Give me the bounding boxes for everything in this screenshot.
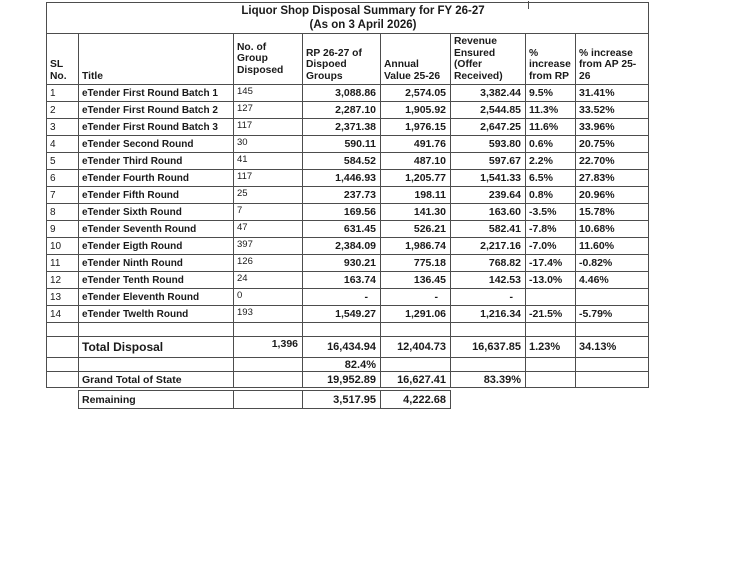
cell-pct-increase-ap: -5.79% — [576, 306, 649, 323]
cell-title: eTender First Round Batch 3 — [79, 119, 234, 136]
cell-rp-26-27: 2,287.10 — [303, 102, 381, 119]
blank-cell — [576, 372, 649, 388]
cell-pct-increase-rp: 11.3% — [526, 102, 576, 119]
table-row — [47, 85, 649, 102]
cell-pct-increase-ap: 20.75% — [576, 136, 649, 153]
cell-pct-increase-rp: 11.6% — [526, 119, 576, 136]
remaining-rp: 3,517.95 — [303, 391, 381, 409]
cell-title: eTender Fifth Round — [79, 187, 234, 204]
table-row — [47, 306, 649, 323]
cell-revenue-ensured: 2,217.16 — [451, 238, 526, 255]
table-row — [47, 170, 649, 187]
cell-title: eTender Seventh Round — [79, 221, 234, 238]
cell-rp-26-27: 2,371.38 — [303, 119, 381, 136]
cell-pct-increase-ap: 33.96% — [576, 119, 649, 136]
cell-title: eTender Tenth Round — [79, 272, 234, 289]
cell-groups-disposed: 0 — [234, 289, 303, 306]
remaining-left-spacer — [47, 391, 79, 409]
blank-cell — [234, 372, 303, 388]
blank-cell — [381, 323, 451, 337]
cell-annual-value: 1,205.77 — [381, 170, 451, 187]
cell-rp-26-27: 1,549.27 — [303, 306, 381, 323]
cell-revenue-ensured: 1,541.33 — [451, 170, 526, 187]
cell-sl-no: 13 — [47, 289, 79, 306]
cell-groups-disposed: 41 — [234, 153, 303, 170]
cell-pct-increase-ap: 20.96% — [576, 187, 649, 204]
cell-revenue-ensured: - — [451, 289, 526, 306]
cell-pct-increase-ap: 10.68% — [576, 221, 649, 238]
remaining-label: Remaining — [79, 391, 234, 409]
total-pct-rp: 1.23% — [526, 337, 576, 358]
cell-pct-increase-rp: -21.5% — [526, 306, 576, 323]
cell-revenue-ensured: 2,647.25 — [451, 119, 526, 136]
cell-pct-increase-ap: 27.83% — [576, 170, 649, 187]
cell-annual-value: - — [381, 289, 451, 306]
total-revenue: 16,637.85 — [451, 337, 526, 358]
total-sl-cell — [47, 337, 79, 358]
cell-pct-increase-ap: -0.82% — [576, 255, 649, 272]
cell-sl-no: 10 — [47, 238, 79, 255]
cell-pct-increase-rp: -3.5% — [526, 204, 576, 221]
cell-pct-increase-ap: 31.41% — [576, 85, 649, 102]
cell-pct-increase-rp: -7.8% — [526, 221, 576, 238]
column-header-pct-increase-rp: % increase from RP — [526, 34, 576, 85]
table-row — [47, 102, 649, 119]
total-disposal-row — [47, 337, 649, 358]
cell-annual-value: 1,905.92 — [381, 102, 451, 119]
cell-title: eTender Sixth Round — [79, 204, 234, 221]
cell-pct-increase-ap: 22.70% — [576, 153, 649, 170]
grand-sl-cell — [47, 372, 79, 388]
cell-sl-no: 12 — [47, 272, 79, 289]
cell-title: eTender Twelth Round — [79, 306, 234, 323]
cell-title: eTender First Round Batch 1 — [79, 85, 234, 102]
cell-rp-26-27: 3,088.86 — [303, 85, 381, 102]
cell-groups-disposed: 126 — [234, 255, 303, 272]
cell-revenue-ensured: 768.82 — [451, 255, 526, 272]
cell-pct-increase-ap: 15.78% — [576, 204, 649, 221]
cell-pct-increase-rp: 0.6% — [526, 136, 576, 153]
remaining-right-spacer — [451, 391, 526, 409]
remaining-right-spacer — [526, 391, 576, 409]
remaining-annual: 4,222.68 — [381, 391, 451, 409]
cell-pct-increase-ap: 11.60% — [576, 238, 649, 255]
cell-pct-increase-rp: 6.5% — [526, 170, 576, 187]
blank-cell — [79, 358, 234, 372]
cell-groups-disposed: 7 — [234, 204, 303, 221]
cell-groups-disposed: 30 — [234, 136, 303, 153]
blank-cell — [576, 358, 649, 372]
grand-total-row — [47, 372, 649, 388]
cell-groups-disposed: 193 — [234, 306, 303, 323]
blank-cell — [381, 358, 451, 372]
cell-annual-value: 141.30 — [381, 204, 451, 221]
report-title-line2: (As on 3 April 2026) — [309, 19, 417, 31]
cell-sl-no: 2 — [47, 102, 79, 119]
cell-sl-no: 6 — [47, 170, 79, 187]
cell-revenue-ensured: 593.80 — [451, 136, 526, 153]
grand-total-label: Grand Total of State — [79, 372, 234, 388]
blank-cell — [303, 323, 381, 337]
table-row — [47, 255, 649, 272]
table-row — [47, 187, 649, 204]
table-row — [47, 136, 649, 153]
cell-revenue-ensured: 3,382.44 — [451, 85, 526, 102]
cell-revenue-ensured: 163.60 — [451, 204, 526, 221]
blank-cell — [451, 358, 526, 372]
cell-sl-no: 4 — [47, 136, 79, 153]
table-row — [47, 204, 649, 221]
cell-groups-disposed: 47 — [234, 221, 303, 238]
cell-sl-no: 1 — [47, 85, 79, 102]
cell-revenue-ensured: 1,216.34 — [451, 306, 526, 323]
cell-revenue-ensured: 597.67 — [451, 153, 526, 170]
rp-percent-row — [47, 358, 649, 372]
cell-rp-26-27: 2,384.09 — [303, 238, 381, 255]
remaining-right-spacer — [576, 391, 649, 409]
cell-rp-26-27: 584.52 — [303, 153, 381, 170]
table-row — [47, 119, 649, 136]
grand-total-annual: 16,627.41 — [381, 372, 451, 388]
blank-cell — [47, 358, 79, 372]
cell-annual-value: 1,986.74 — [381, 238, 451, 255]
column-header-annual-value: Annual Value 25-26 — [381, 34, 451, 85]
blank-row — [47, 323, 649, 337]
rp-percent-value: 82.4% — [303, 358, 381, 372]
cell-sl-no: 8 — [47, 204, 79, 221]
cell-sl-no: 7 — [47, 187, 79, 204]
cell-title: eTender Ninth Round — [79, 255, 234, 272]
cell-title: eTender Fourth Round — [79, 170, 234, 187]
total-pct-ap: 34.13% — [576, 337, 649, 358]
total-rp: 16,434.94 — [303, 337, 381, 358]
blank-cell — [576, 323, 649, 337]
cell-revenue-ensured: 582.41 — [451, 221, 526, 238]
cell-annual-value: 1,291.06 — [381, 306, 451, 323]
grand-total-rp: 19,952.89 — [303, 372, 381, 388]
cell-groups-disposed: 127 — [234, 102, 303, 119]
cell-annual-value: 775.18 — [381, 255, 451, 272]
cell-revenue-ensured: 142.53 — [451, 272, 526, 289]
cell-annual-value: 491.76 — [381, 136, 451, 153]
title-row — [47, 3, 649, 34]
cell-pct-increase-ap — [576, 289, 649, 306]
cell-pct-increase-rp: -7.0% — [526, 238, 576, 255]
cell-title: eTender First Round Batch 2 — [79, 102, 234, 119]
cell-rp-26-27: 930.21 — [303, 255, 381, 272]
cell-title: eTender Second Round — [79, 136, 234, 153]
disposal-summary-table — [46, 2, 649, 409]
cell-pct-increase-ap: 4.46% — [576, 272, 649, 289]
table-row — [47, 153, 649, 170]
header-row — [47, 34, 649, 85]
blank-cell — [526, 372, 576, 388]
cell-rp-26-27: 1,446.93 — [303, 170, 381, 187]
cell-sl-no: 11 — [47, 255, 79, 272]
cell-rp-26-27: 590.11 — [303, 136, 381, 153]
cell-sl-no: 5 — [47, 153, 79, 170]
cell-groups-disposed: 397 — [234, 238, 303, 255]
cell-sl-no: 3 — [47, 119, 79, 136]
cell-pct-increase-rp — [526, 289, 576, 306]
report-title — [47, 3, 649, 34]
blank-cell — [526, 323, 576, 337]
cell-groups-disposed: 117 — [234, 119, 303, 136]
cell-groups-disposed: 24 — [234, 272, 303, 289]
table-row — [47, 272, 649, 289]
cell-rp-26-27: 163.74 — [303, 272, 381, 289]
report-title-line1: Liquor Shop Disposal Summary for FY 26-27 — [241, 5, 485, 17]
cell-pct-increase-rp: -17.4% — [526, 255, 576, 272]
cell-annual-value: 2,574.05 — [381, 85, 451, 102]
cell-rp-26-27: 169.56 — [303, 204, 381, 221]
cell-sl-no: 14 — [47, 306, 79, 323]
cell-rp-26-27: 631.45 — [303, 221, 381, 238]
cell-revenue-ensured: 2,544.85 — [451, 102, 526, 119]
cell-title: eTender Third Round — [79, 153, 234, 170]
table-row — [47, 221, 649, 238]
remaining-groups-cell — [234, 391, 303, 409]
total-label: Total Disposal — [79, 337, 234, 358]
blank-cell — [234, 323, 303, 337]
cell-pct-increase-rp: -13.0% — [526, 272, 576, 289]
blank-cell — [451, 323, 526, 337]
blank-cell — [526, 358, 576, 372]
cell-sl-no: 9 — [47, 221, 79, 238]
cell-annual-value: 1,976.15 — [381, 119, 451, 136]
cell-pct-increase-rp: 2.2% — [526, 153, 576, 170]
cell-pct-increase-rp: 9.5% — [526, 85, 576, 102]
cell-annual-value: 526.21 — [381, 221, 451, 238]
cell-pct-increase-rp: 0.8% — [526, 187, 576, 204]
cell-title: eTender Eleventh Round — [79, 289, 234, 306]
column-header-revenue-ensured: Revenue Ensured (Offer Received) — [451, 34, 526, 85]
column-header-rp-26-27: RP 26-27 of Dispoed Groups — [303, 34, 381, 85]
total-groups: 1,396 — [234, 337, 303, 358]
table-row — [47, 289, 649, 306]
blank-cell — [47, 323, 79, 337]
total-annual: 12,404.73 — [381, 337, 451, 358]
remaining-row — [47, 391, 649, 409]
cell-pct-increase-ap: 33.52% — [576, 102, 649, 119]
column-header-groups-disposed: No. of Group Disposed — [234, 34, 303, 85]
cell-annual-value: 487.10 — [381, 153, 451, 170]
cell-annual-value: 198.11 — [381, 187, 451, 204]
blank-cell — [234, 358, 303, 372]
cell-groups-disposed: 25 — [234, 187, 303, 204]
cell-annual-value: 136.45 — [381, 272, 451, 289]
blank-cell — [79, 323, 234, 337]
cell-rp-26-27: - — [303, 289, 381, 306]
cell-groups-disposed: 145 — [234, 85, 303, 102]
grand-total-revenue-pct: 83.39% — [451, 372, 526, 388]
column-header-sl-no: SL No. — [47, 34, 79, 85]
cell-groups-disposed: 117 — [234, 170, 303, 187]
disposal-summary-table-wrap — [46, 2, 649, 409]
cell-title: eTender Eigth Round — [79, 238, 234, 255]
table-row — [47, 238, 649, 255]
cell-rp-26-27: 237.73 — [303, 187, 381, 204]
column-header-pct-increase-ap: % increase from AP 25-26 — [576, 34, 649, 85]
column-header-title: Title — [79, 34, 234, 85]
cell-revenue-ensured: 239.64 — [451, 187, 526, 204]
